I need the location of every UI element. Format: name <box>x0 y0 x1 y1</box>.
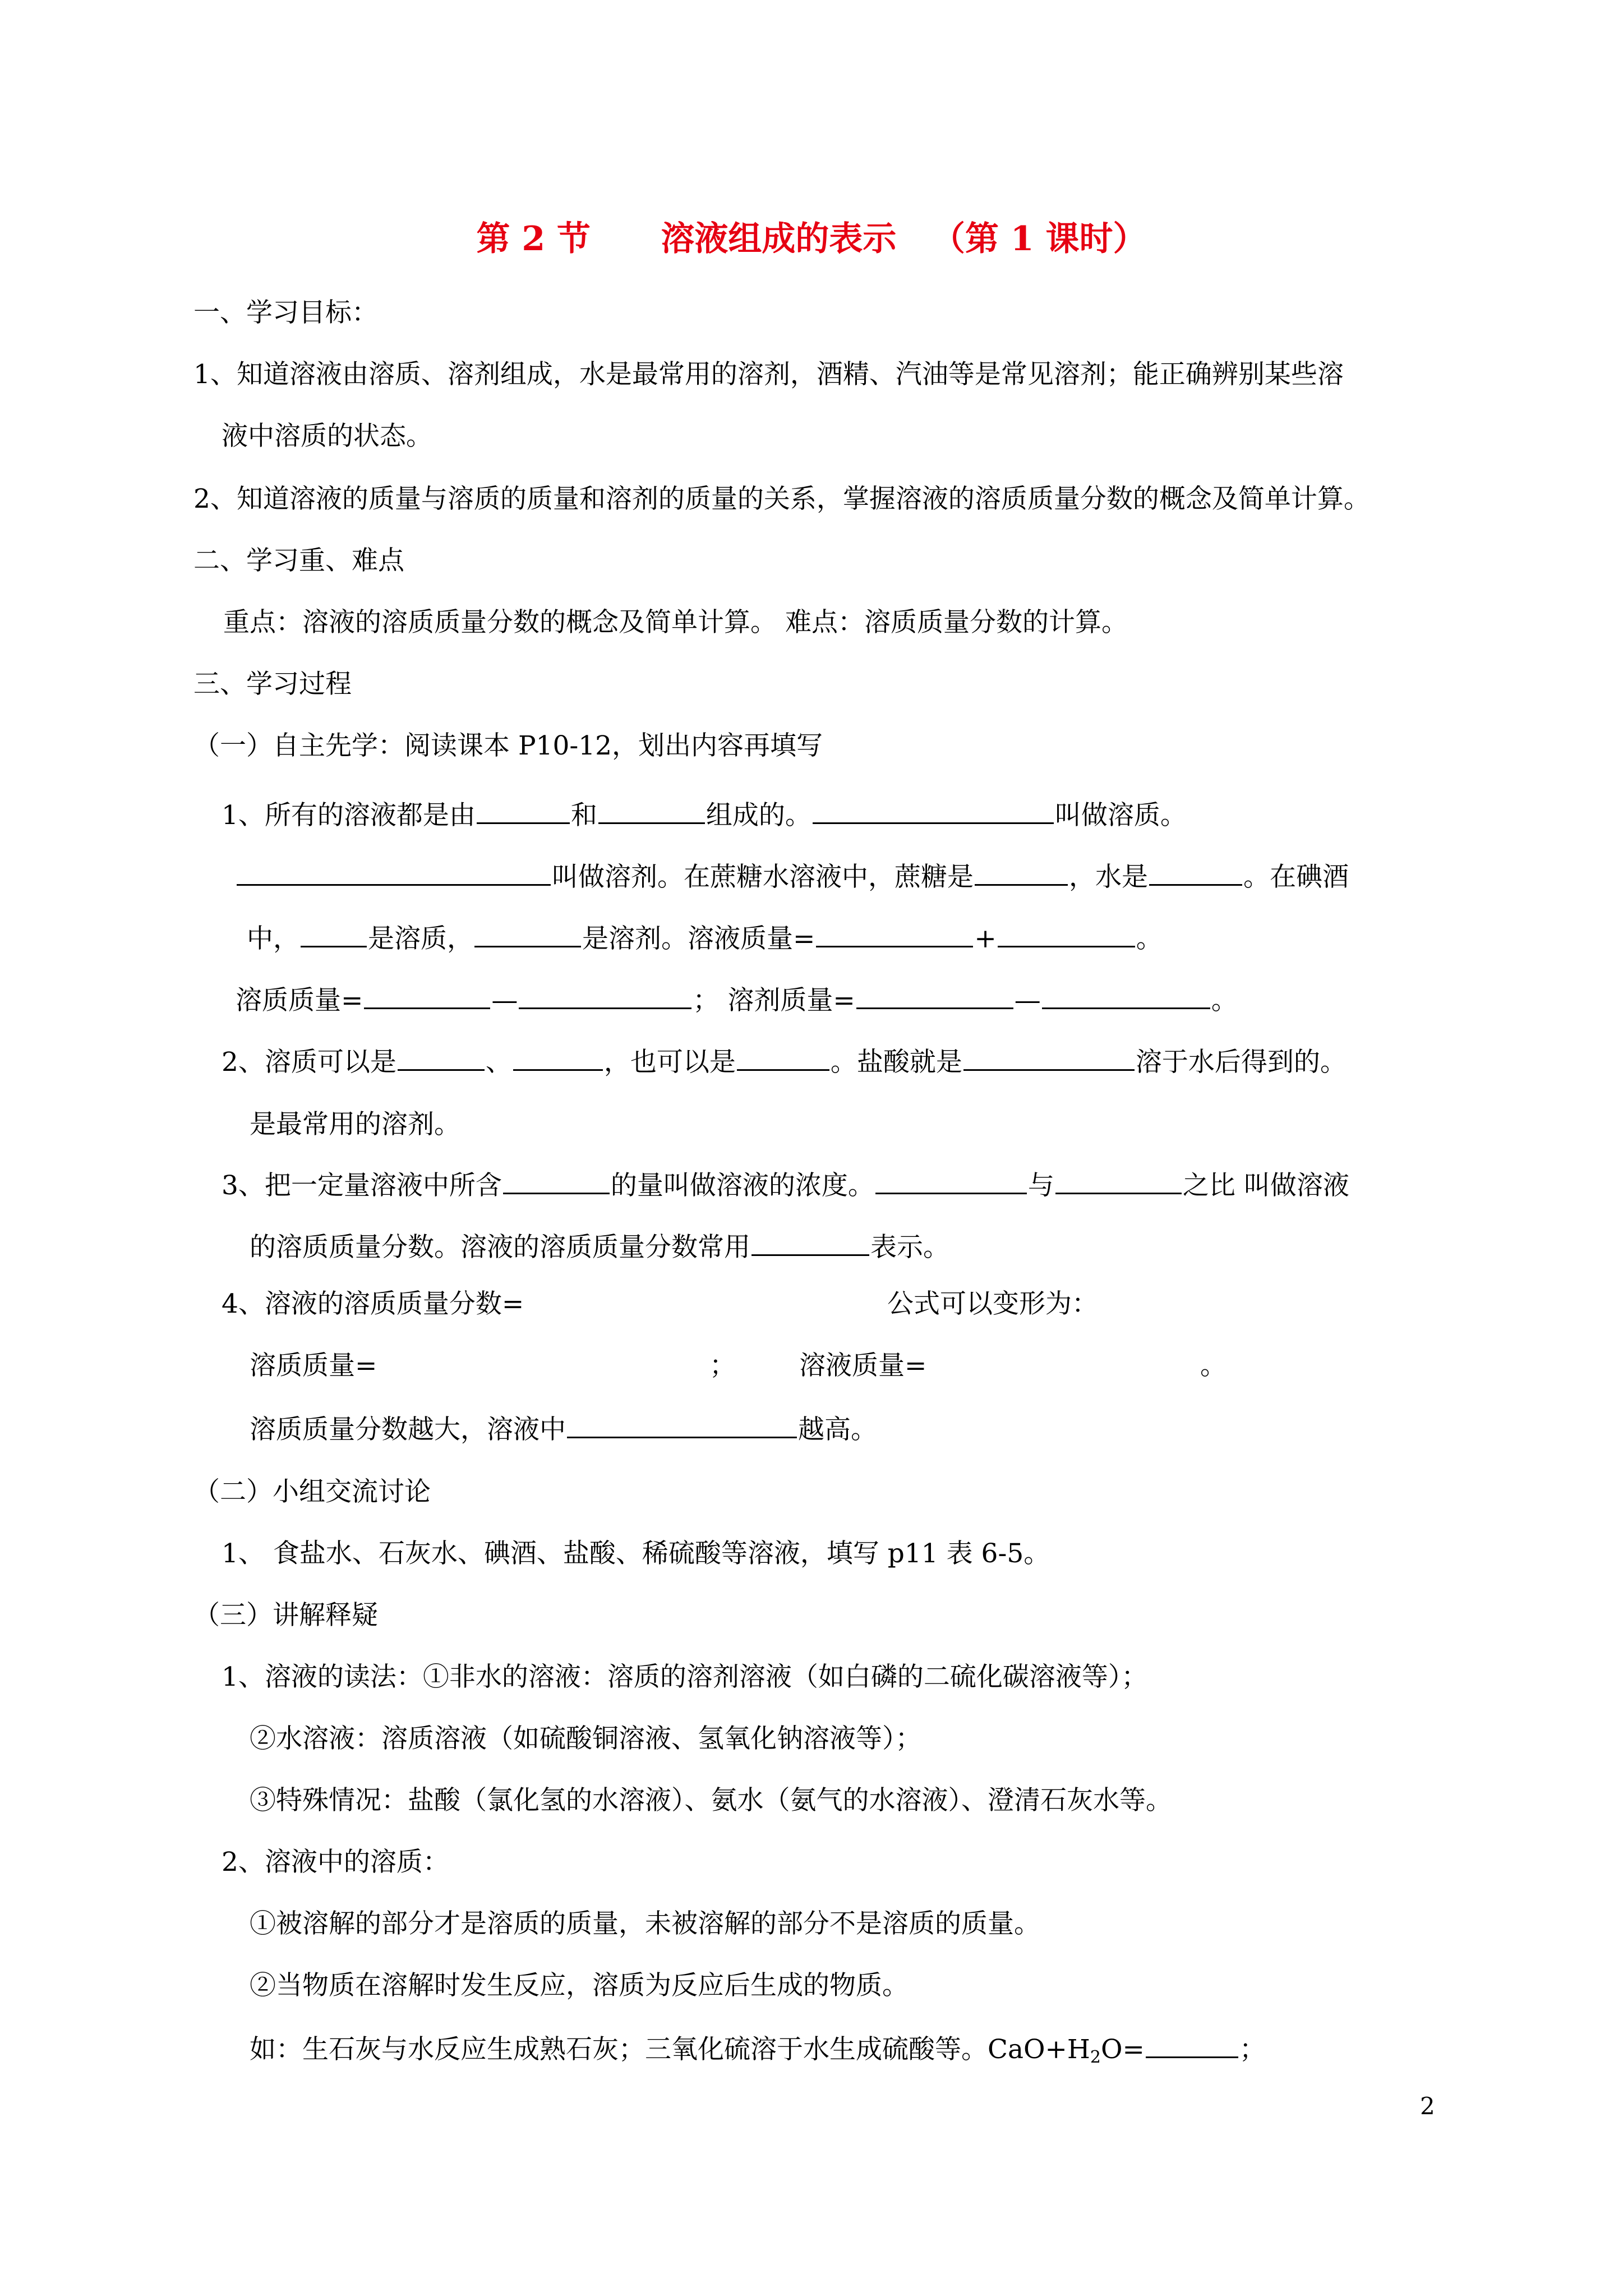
fill-blank[interactable] <box>598 797 705 824</box>
objective-1-line-1: 1、知道溶液由溶质、溶剂组成，水是最常用的溶剂，酒精、汽油等是常见溶剂；能正确辨别某些溶 <box>193 359 1344 390</box>
part-3-heading: （三）讲解释疑 <box>193 1600 378 1631</box>
fill-blank[interactable] <box>856 982 1013 1009</box>
part-3-line-3: ③特殊情况：盐酸（氯化氢的水溶液）、氨水（氨气的水溶液）、澄清石灰水等。 <box>250 1785 1172 1816</box>
fill-blank[interactable] <box>477 797 570 824</box>
fill-blank[interactable] <box>998 920 1135 947</box>
fill-blank[interactable] <box>963 1043 1135 1071</box>
fill-blank[interactable] <box>474 920 581 947</box>
question-2-line-2: 是最常用的溶剂。 <box>250 1109 460 1140</box>
fill-blank[interactable] <box>301 920 367 947</box>
question-4-solute-mass: 溶质质量= <box>250 1350 377 1381</box>
fill-blank[interactable] <box>1042 982 1210 1009</box>
fill-blank[interactable] <box>567 1411 797 1438</box>
question-2-line-1: 2、溶质可以是 、 ，也可以是 。盐酸就是 溶于水后得到的。 <box>222 1043 1347 1079</box>
objective-2: 2、知道溶液的质量与溶质的质量和溶剂的质量的关系，掌握溶液的溶质质量分数的概念及简单计算。 <box>193 484 1370 514</box>
fill-blank[interactable] <box>737 1043 829 1071</box>
part-3-line-5: ①被溶解的部分才是溶质的质量，未被溶解的部分不是溶质的质量。 <box>250 1908 1040 1939</box>
fill-blank[interactable] <box>1055 1167 1182 1194</box>
section-heading-objectives: 一、学习目标： <box>193 297 378 328</box>
part-3-line-6: ②当物质在溶解时发生反应，溶质为反应后生成的物质。 <box>250 1970 909 2001</box>
question-4-line-3: 溶质质量分数越大，溶液中 越高。 <box>250 1411 877 1447</box>
fill-blank[interactable] <box>875 1167 1027 1194</box>
keypoints-text: 重点：溶液的溶质质量分数的概念及简单计算。 难点：溶质质量分数的计算。 <box>223 607 1128 638</box>
fill-blank[interactable] <box>1146 2031 1238 2058</box>
question-4-period: 。 <box>1200 1350 1227 1381</box>
page-number: 2 <box>1420 2092 1435 2120</box>
fill-blank[interactable] <box>975 858 1068 886</box>
fill-blank[interactable] <box>751 1228 869 1256</box>
section-heading-keypoints: 二、学习重、难点 <box>193 545 404 576</box>
fill-blank[interactable] <box>816 920 973 947</box>
part-2-heading: （二）小组交流讨论 <box>193 1476 431 1507</box>
part-3-line-7: 如：生石灰与水反应生成熟石灰；三氧化硫溶于水生成硫酸等。$CaO+H_2O=$ ； <box>250 2031 1266 2074</box>
fill-blank[interactable] <box>237 858 551 886</box>
part-3-line-4: 2、溶液中的溶质： <box>222 1847 449 1878</box>
fill-blank[interactable] <box>813 797 1054 824</box>
fill-blank[interactable] <box>398 1043 485 1071</box>
question-4-solution-mass: 溶液质量= <box>799 1350 927 1381</box>
part-1-heading: （一）自主先学：阅读课本 P10-12，划出内容再填写 <box>193 730 823 761</box>
fill-blank[interactable] <box>503 1167 610 1194</box>
question-4-transform-label: 公式可以变形为： <box>887 1289 1098 1319</box>
question-3-line-2: 的溶质质量分数。溶液的溶质质量分数常用 表示。 <box>250 1228 949 1264</box>
objective-1-line-2: 液中溶质的状态。 <box>222 421 432 452</box>
question-1-line-2: 叫做溶剂。在蔗糖水溶液中，蔗糖是 ，水是 。在碘酒 <box>236 858 1349 894</box>
question-1-line-3: 中， 是溶质， 是溶剂。溶液质量= + 。 <box>247 920 1163 956</box>
part-3-line-2: ②水溶液：溶质溶液（如硫酸铜溶液、氢氧化钠溶液等）； <box>250 1723 922 1754</box>
fill-blank[interactable] <box>519 982 691 1009</box>
part-2-item-1: 1、 食盐水、石灰水、碘酒、盐酸、稀硫酸等溶液，填写 p11 表 6-5。 <box>222 1538 1050 1569</box>
fill-blank[interactable] <box>513 1043 603 1071</box>
question-1-line-1: 1、所有的溶液都是由 和 组成的。 叫做溶质。 <box>222 797 1187 832</box>
fill-blank[interactable] <box>1149 858 1242 886</box>
question-4-separator: ； <box>709 1350 736 1381</box>
fill-blank[interactable] <box>364 982 490 1009</box>
page-title: 第 2 节 溶液组成的表示 （第 1 课时） <box>476 219 1147 259</box>
question-4-formula: 4、溶液的溶质质量分数= <box>222 1289 524 1319</box>
question-3-line-1: 3、把一定量溶液中所含 的量叫做溶液的浓度。 与 之比 叫做溶液 <box>222 1167 1349 1203</box>
section-heading-process: 三、学习过程 <box>193 669 352 700</box>
question-1-line-4: 溶质质量= — ； 溶剂质量= — 。 <box>236 982 1238 1018</box>
part-3-line-1: 1、溶液的读法：①非水的溶液：溶质的溶剂溶液（如白磷的二硫化碳溶液等）； <box>222 1662 1148 1692</box>
